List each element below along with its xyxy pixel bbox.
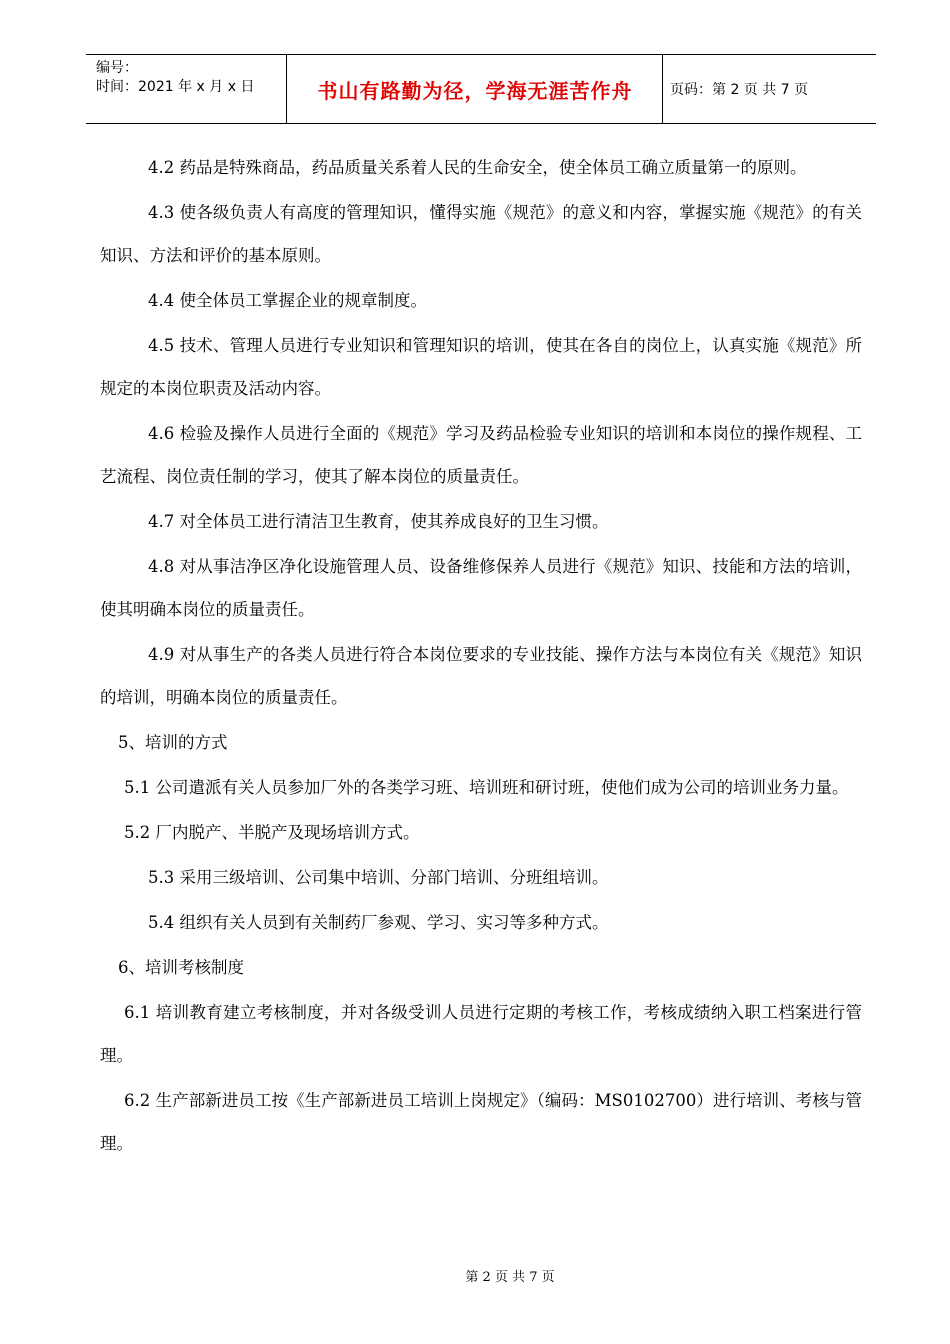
section-heading-6: 6、培训考核制度	[118, 958, 244, 977]
header-page-info: 页码：第 2 页 共 7 页	[670, 82, 809, 98]
header-divider-right	[662, 55, 663, 123]
section-heading-5: 5、培训的方式	[118, 733, 228, 752]
document-body	[100, 146, 862, 1167]
header-divider-left	[286, 55, 287, 123]
paragraph-5-3: 5.3 采用三级培训、公司集中培训、分部门培训、分班组培训。	[148, 868, 609, 887]
code-label: 编号：	[96, 60, 138, 76]
paragraph-4-3: 4.3 使各级负责人有高度的管理知识，懂得实施《规范》的意义和内容，掌握实施《规范》的有关知识、方法和评价的基本原则。	[100, 203, 862, 265]
page-header	[86, 54, 876, 124]
paragraph-4-5: 4.5 技术、管理人员进行专业知识和管理知识的培训，使其在各自的岗位上，认真实施《规范》所规定的本岗位职责及活动内容。	[100, 336, 862, 398]
paragraph-4-2: 4.2 药品是特殊商品，药品质量关系着人民的生命安全，使全体员工确立质量第一的原则。	[148, 158, 807, 177]
paragraph-4-4: 4.4 使全体员工掌握企业的规章制度。	[148, 291, 427, 310]
paragraph-6-1: 6.1 培训教育建立考核制度，并对各级受训人员进行定期的考核工作，考核成绩纳入职工档案进行管理。	[100, 1003, 862, 1065]
paragraph-4-9: 4.9 对从事生产的各类人员进行符合本岗位要求的专业技能、操作方法与本岗位有关《规范》知识的培训，明确本岗位的质量责任。	[100, 645, 862, 707]
paragraph-6-2: 6.2 生产部新进员工按《生产部新进员工培训上岗规定》（编码：MS0102700）进行培训、考核与管理。	[100, 1091, 862, 1153]
date-label: 时间：2021 年 x 月 x 日	[96, 79, 255, 95]
paragraph-5-4: 5.4 组织有关人员到有关制药厂参观、学习、实习等多种方式。	[148, 913, 609, 932]
page-footer: 第 2 页 共 7 页	[465, 1270, 555, 1285]
header-motto: 书山有路勤为径，学海无涯苦作舟	[317, 78, 633, 103]
paragraph-4-7: 4.7 对全体员工进行清洁卫生教育，使其养成良好的卫生习惯。	[148, 512, 609, 531]
paragraph-4-6: 4.6 检验及操作人员进行全面的《规范》学习及药品检验专业知识的培训和本岗位的操作规程、工艺流程、岗位责任制的学习，使其了解本岗位的质量责任。	[100, 424, 862, 486]
paragraph-5-1: 5.1 公司遣派有关人员参加厂外的各类学习班、培训班和研讨班，使他们成为公司的培训业务力量。	[124, 778, 849, 797]
header-meta	[96, 59, 286, 97]
paragraph-5-2: 5.2 厂内脱产、半脱产及现场培训方式。	[124, 823, 420, 842]
paragraph-4-8: 4.8 对从事洁净区净化设施管理人员、设备维修保养人员进行《规范》知识、技能和方法的培训，使其明确本岗位的质量责任。	[100, 557, 862, 619]
